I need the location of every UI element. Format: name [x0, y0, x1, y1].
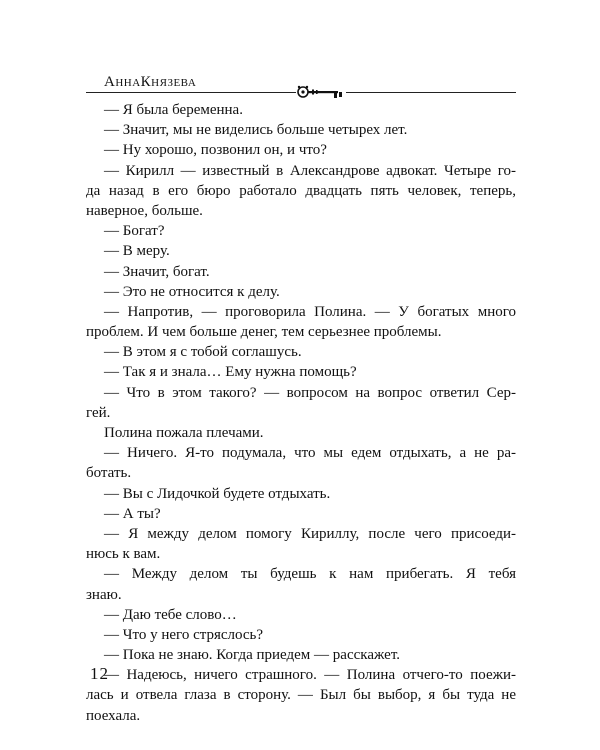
page-number: 12	[90, 664, 109, 683]
text-line: — В меру.	[104, 243, 170, 260]
text-line: нюсь к вам.	[86, 546, 161, 563]
text-line: — В этом я с тобой соглашусь.	[104, 344, 302, 361]
text-line: — Даю тебе слово…	[104, 606, 237, 623]
text-line: — Что в этом такого? — вопросом на вопрос ответил Сер-	[104, 384, 516, 401]
text-line: — Надеюсь, ничего страшного. — Полина отчего-то поежи-	[104, 667, 516, 684]
text-line: наверное, больше.	[86, 202, 203, 219]
text-line: — Значит, богат.	[104, 263, 210, 280]
text-line: — Значит, мы не виделись больше четырех лет.	[104, 122, 408, 139]
text-line: — Богат?	[104, 223, 165, 240]
key-icon	[296, 82, 346, 100]
text-line: — Напротив, — проговорила Полина. — У богатых много	[104, 303, 516, 320]
text-line: — Пока не знаю. Когда приедем — расскажет.	[104, 647, 400, 664]
running-header	[86, 72, 516, 100]
text-line: лась и отвела глаза в сторону. — Был бы выбор, я бы туда не	[86, 687, 516, 704]
text-line: — Между делом ты будешь к нам прибегать. Я тебя	[104, 566, 516, 583]
text-line: — Кирилл — известный в Александрове адвокат. Четыре го-	[104, 162, 516, 179]
text-line: — Я была беременна.	[104, 102, 243, 118]
text-line: знаю.	[86, 586, 122, 603]
text-line: — Что у него стряслось?	[104, 626, 264, 643]
text-line: — Так я и знала… Ему нужна помощь?	[104, 364, 357, 381]
text-line: — Я между делом помогу Кириллу, после чего присоеди-	[104, 525, 516, 542]
text-line: поехала.	[86, 707, 141, 724]
text-line: — Ничего. Я-то подумала, что мы едем отдыхать, а не ра-	[104, 445, 516, 462]
text-line: ботать.	[86, 465, 132, 482]
text-line: — Ну хорошо, позвонил он, и что?	[104, 142, 327, 159]
text-line: гей.	[86, 404, 111, 421]
text-line: — Вы с Лидочкой будете отдыхать.	[104, 485, 331, 502]
text-line: — А ты?	[104, 505, 161, 522]
text-line: проблем. И чем больше денег, тем серьезнее проблемы.	[86, 324, 442, 341]
body-text	[86, 100, 516, 726]
text-line: — Это не относится к делу.	[104, 283, 280, 300]
text-line: да назад в его бюро работало двадцать пять человек, теперь,	[86, 182, 516, 199]
author-name: АннаКнязева	[104, 74, 197, 90]
text-line: Полина пожала плечами.	[104, 425, 264, 441]
